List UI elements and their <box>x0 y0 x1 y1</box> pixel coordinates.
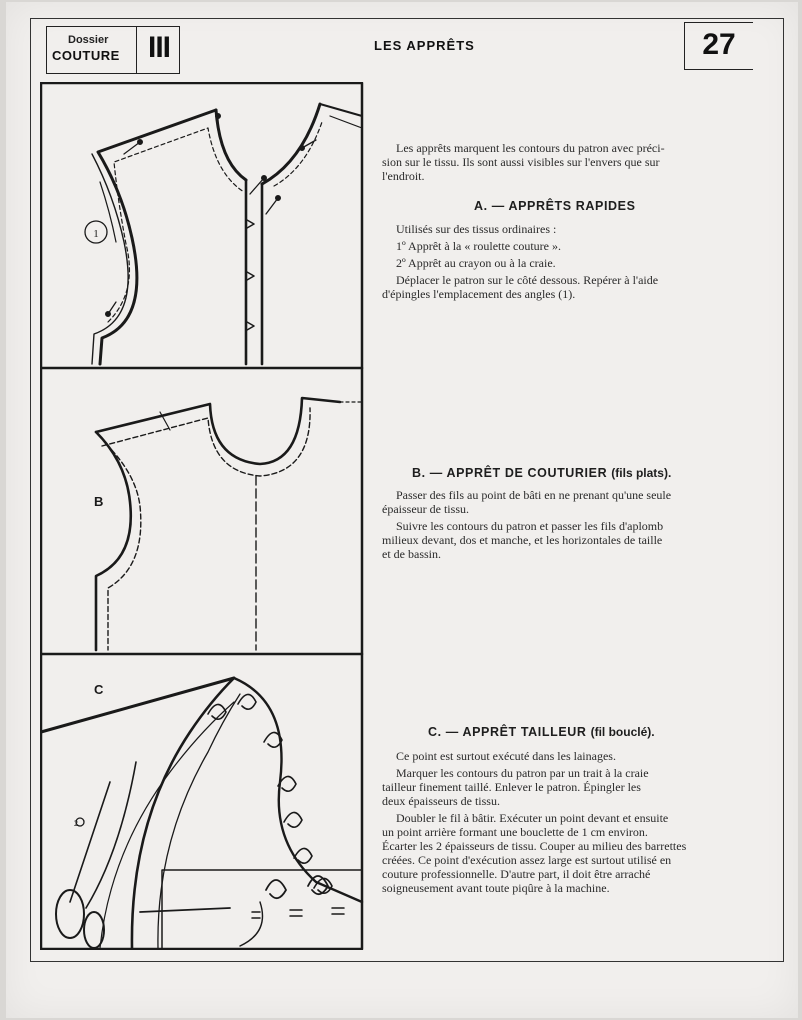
section-b-heading-main: B. — APPRÊT DE COUTURIER <box>412 466 608 480</box>
section-b-line-3: Suivre les contours du patron et passer les fils d'aplomb <box>396 519 664 533</box>
panel-b-drawing <box>96 398 362 650</box>
section-c-line-1: Ce point est surtout exécuté dans les lainages. <box>396 749 616 763</box>
section-b-line-5: et de bassin. <box>382 547 441 561</box>
section-a-heading: A. — APPRÊTS RAPIDES <box>474 199 636 213</box>
section-b-body <box>382 488 754 561</box>
section-c-line-7: Écarter les 2 épaisseurs de tissu. Couper au milieu des barrettes <box>382 839 687 853</box>
section-c-heading-main: C. — APPRÊT TAILLEUR <box>428 725 587 739</box>
panel-a-drawing <box>85 104 362 364</box>
figure-label-2: 2 <box>74 819 78 828</box>
section-c-line-5: Doubler le fil à bâtir. Exécuter un point devant et ensuite <box>396 811 669 825</box>
dossier-separator <box>136 26 137 73</box>
section-c-line-9: couture professionnelle. D'autre part, il doit être arraché <box>382 867 651 881</box>
section-c-line-2: Marquer les contours du patron par un trait à la craie <box>396 766 649 780</box>
dossier-label: Dossier <box>68 34 109 46</box>
section-c-line-3: tailleur finement taillé. Enlever le patron. Épingler les <box>382 780 641 794</box>
section-c-line-6: un point arrière formant une bouclette de 1 cm environ. <box>382 825 648 839</box>
intro-line-1: Les apprêts marquent les contours du patron avec préci- <box>396 141 665 155</box>
figure-label-c: C <box>94 682 104 697</box>
section-a-line-5: d'épingles l'emplacement des angles (1). <box>382 287 576 301</box>
panel-c-drawing <box>41 678 362 948</box>
page-number: 27 <box>702 28 736 61</box>
section-c-heading-sub: (fil bouclé). <box>590 725 655 739</box>
couture-label: COUTURE <box>52 48 120 63</box>
section-c-body <box>382 749 762 895</box>
section-a-line-4: Déplacer le patron sur le côté dessous. Repérer à l'aide <box>396 273 659 287</box>
intro-line-2: sion sur le tissu. Ils sont aussi visibles sur l'envers que sur <box>382 155 660 169</box>
section-a-body <box>382 222 750 301</box>
section-c-line-10: soigneusement avant toute piqûre à la machine. <box>382 881 610 895</box>
section-a-line-2: 1º Apprêt à la « roulette couture ». <box>396 239 561 253</box>
section-c-line-4: deux épaisseurs de tissu. <box>382 794 500 808</box>
section-c-heading <box>428 725 655 739</box>
section-a-line-3: 2º Apprêt au crayon ou à la craie. <box>396 256 556 270</box>
section-b-heading <box>412 466 671 480</box>
section-b-line-2: épaisseur de tissu. <box>382 502 469 516</box>
section-b-heading-sub: (fils plats). <box>611 466 672 480</box>
pattern-illustrations <box>40 82 364 950</box>
volume-number: III <box>147 31 170 64</box>
section-c-line-8: créées. Ce point d'exécution assez large est surtout utilisé en <box>382 853 672 867</box>
figure-label-b: B <box>94 494 104 509</box>
section-b-line-4: milieux devant, dos et manche, et les horizontales de taille <box>382 533 663 547</box>
page-title: LES APPRÊTS <box>374 38 475 53</box>
section-b-line-1: Passer des fils au point de bâti en ne prenant qu'une seule <box>396 488 672 502</box>
section-a-line-1: Utilisés sur des tissus ordinaires : <box>396 222 557 236</box>
intro-line-3: l'endroit. <box>382 169 425 183</box>
illustration-frame <box>41 83 362 949</box>
intro-paragraph <box>382 141 750 183</box>
figure-label-1: 1 <box>93 228 99 240</box>
